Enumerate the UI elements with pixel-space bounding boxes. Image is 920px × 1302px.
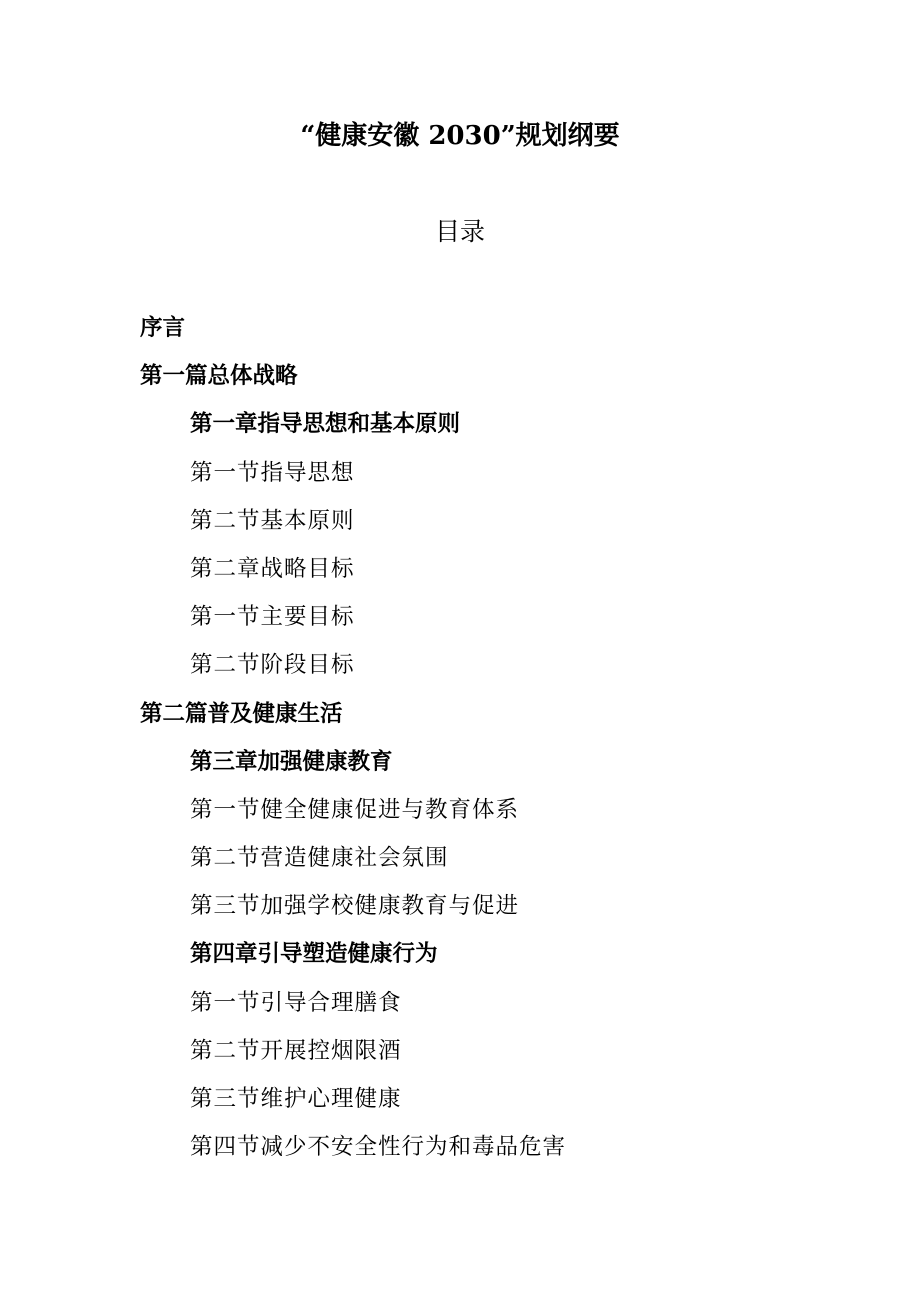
toc-entry-section[interactable]: 第四节减少不安全性行为和毒品危害 xyxy=(190,1134,567,1161)
toc-entry-section[interactable]: 第一节指导思想 xyxy=(190,459,355,486)
toc-entry-preface[interactable]: 序言 xyxy=(140,315,186,341)
toc-heading: 目录 xyxy=(434,217,485,246)
toc-entry-section[interactable]: 第二节营造健康社会氛围 xyxy=(190,845,449,872)
toc-entry-section[interactable]: 第一节健全健康促进与教育体系 xyxy=(190,796,520,823)
toc-entry-section[interactable]: 第一节引导合理膳食 xyxy=(190,989,402,1016)
toc-entry-part-1[interactable]: 第一篇总体战略 xyxy=(140,363,298,390)
document-title: “健康安徽 2030”规划纲要 xyxy=(300,121,620,151)
toc-entry-section[interactable]: 第二节基本原则 xyxy=(190,507,355,534)
toc-entry-section[interactable]: 第二节阶段目标 xyxy=(190,652,355,679)
toc-entry-chapter-3[interactable]: 第三章加强健康教育 xyxy=(190,748,393,775)
toc-entry-chapter-2[interactable]: 第二章战略目标 xyxy=(190,555,355,582)
toc-entry-section[interactable]: 第三节加强学校健康教育与促进 xyxy=(190,893,520,920)
table-of-contents xyxy=(0,308,920,1175)
toc-entry-section[interactable]: 第二节开展控烟限酒 xyxy=(190,1037,402,1064)
toc-entry-section[interactable]: 第一节主要目标 xyxy=(190,604,355,631)
toc-entry-chapter-4[interactable]: 第四章引导塑造健康行为 xyxy=(190,941,438,968)
toc-entry-part-2[interactable]: 第二篇普及健康生活 xyxy=(140,700,343,727)
toc-entry-section[interactable]: 第三节维护心理健康 xyxy=(190,1086,402,1112)
toc-entry-chapter-1[interactable]: 第一章指导思想和基本原则 xyxy=(190,411,461,438)
